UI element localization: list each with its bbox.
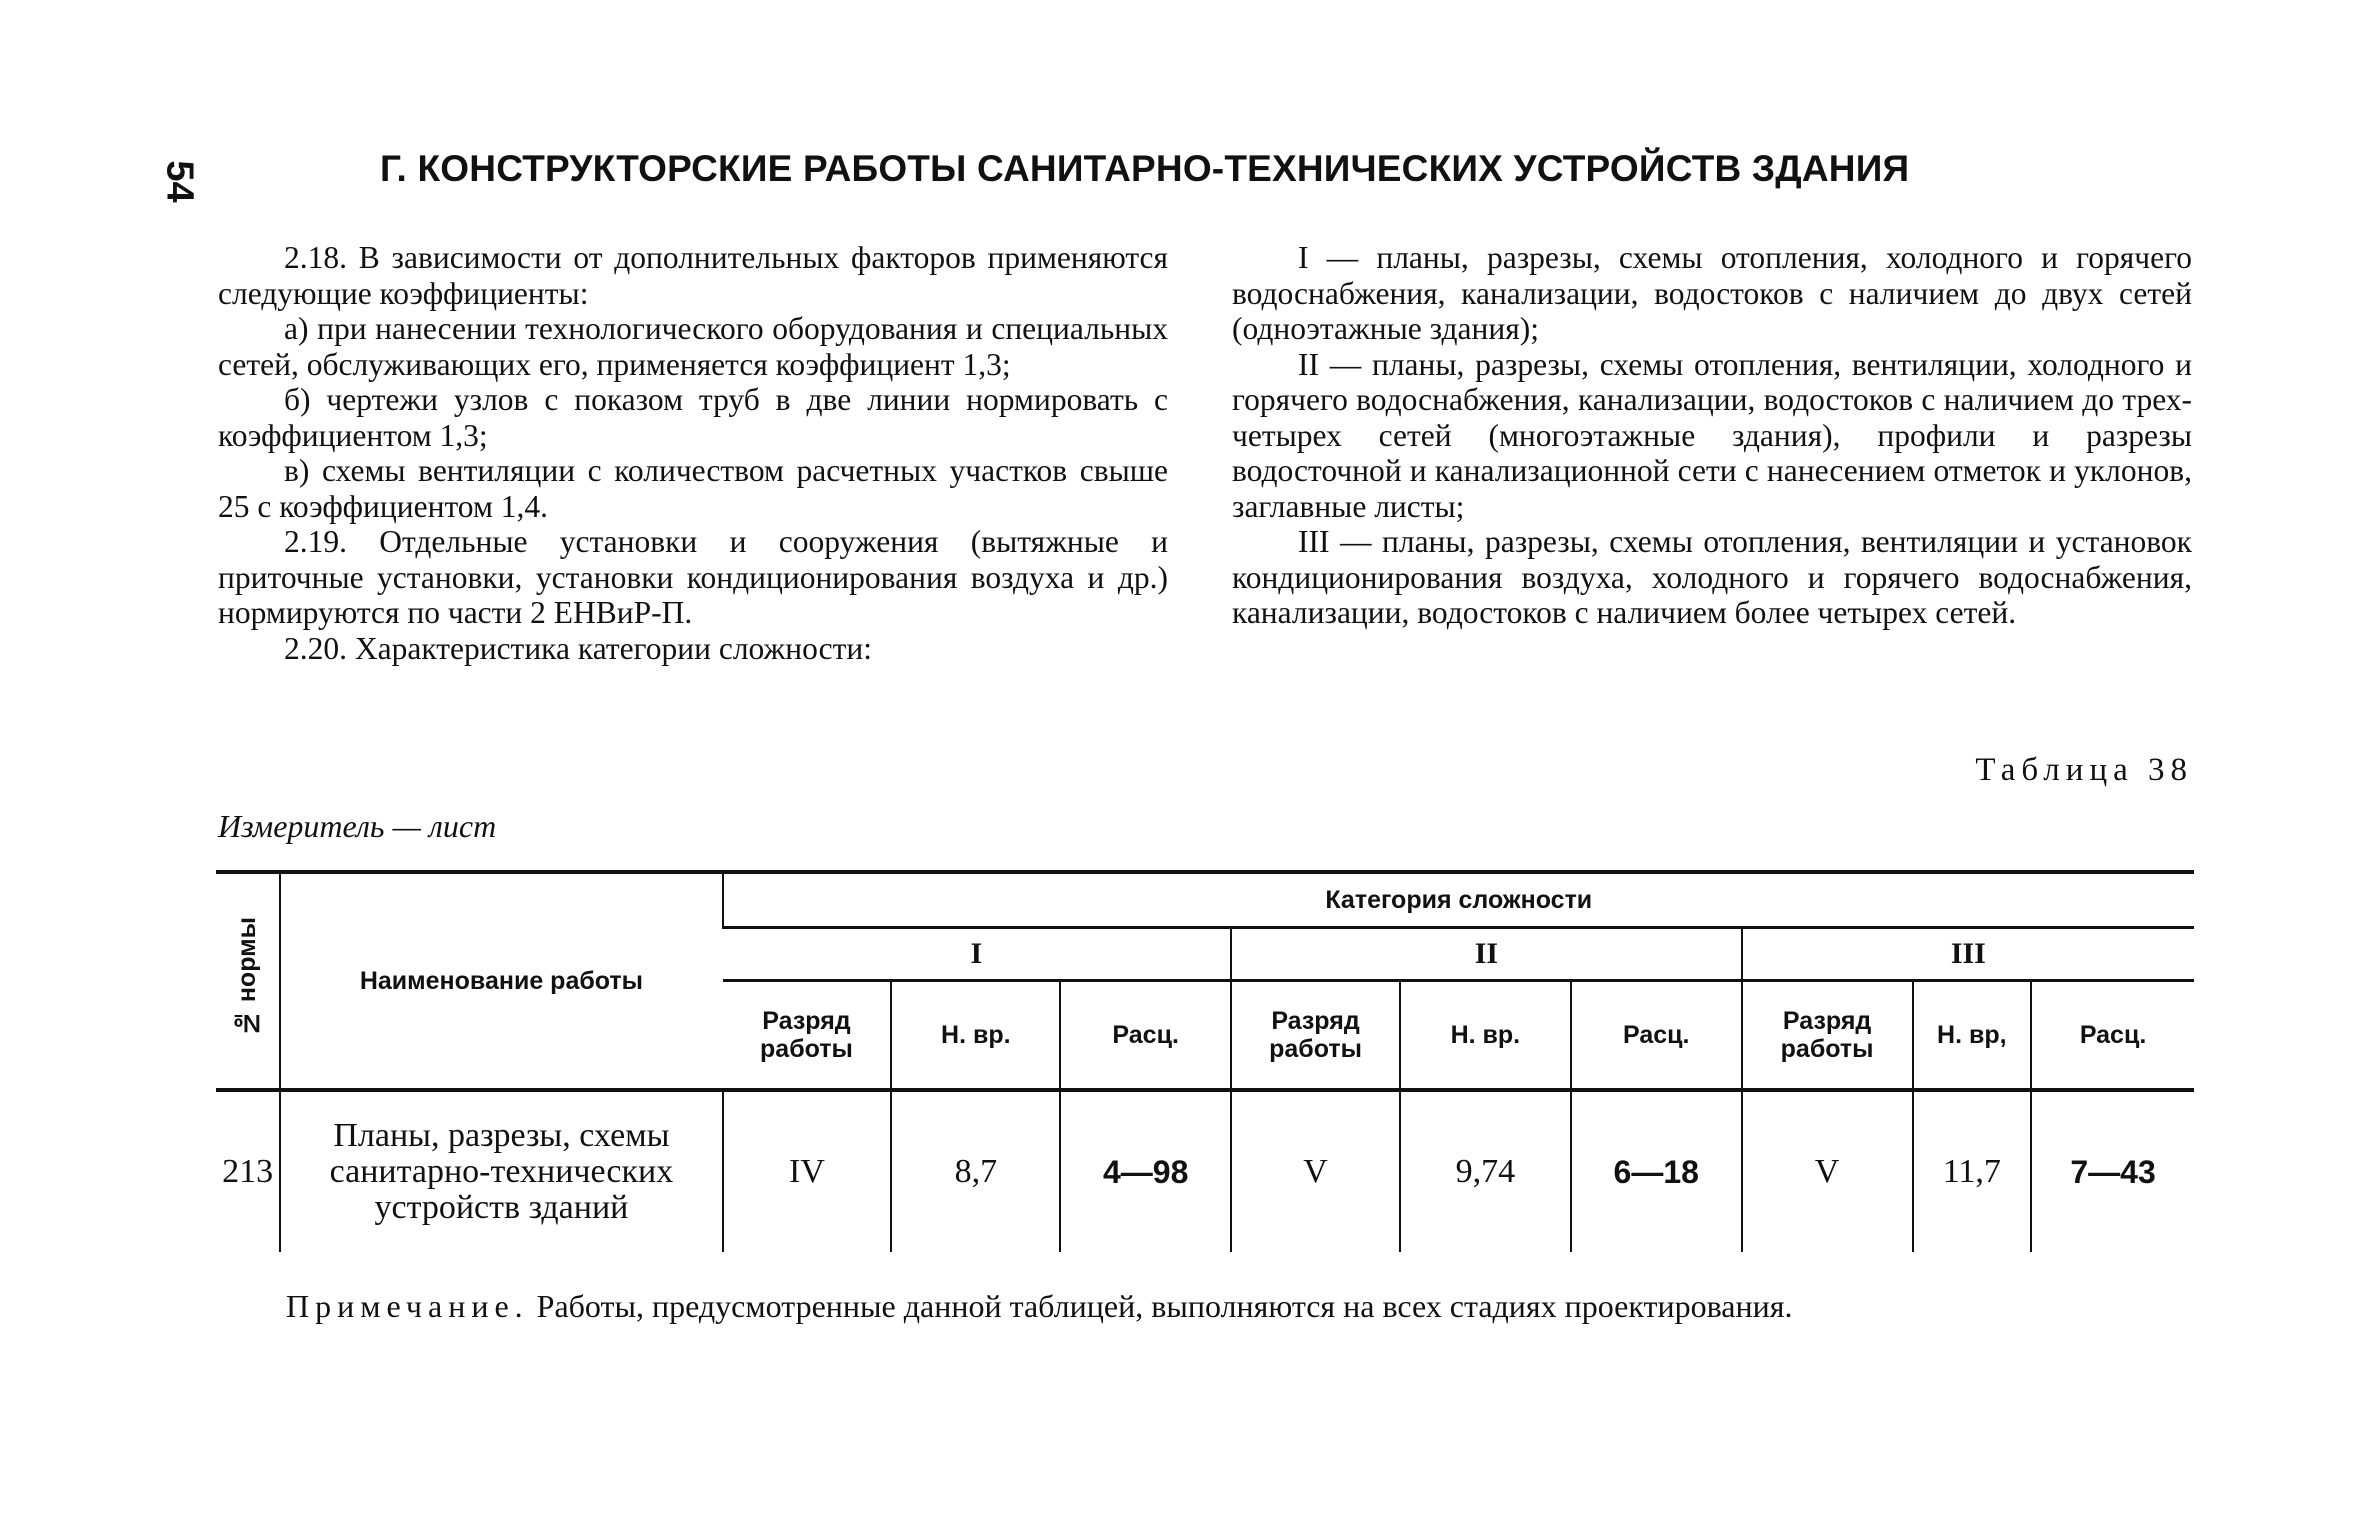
paragraph: III — планы, разрезы, схемы отопления, вентиляции и установок кондиционирования воздуха, холодного и горячего водоснабжения, канализации, водостоков с наличием более четырех сетей. bbox=[1232, 524, 2192, 630]
norm-number-cell: 213 bbox=[222, 1153, 274, 1190]
note-label: Примечание. bbox=[286, 1288, 529, 1324]
time-cell: 11,7 bbox=[1913, 1090, 2032, 1252]
work-name-cell: Планы, разрезы, схемы санитарно-технических устройств зданий bbox=[280, 1090, 722, 1252]
grade-header: Разряд работы bbox=[1231, 981, 1400, 1091]
paragraph: 2.19. Отдельные установки и сооружения (вытяжные и приточные установки, установки кондиционирования воздуха и др.) нормируются по части 2 ЕНВиР-П. bbox=[218, 524, 1168, 630]
category-i-header: I bbox=[723, 928, 1232, 981]
work-name-header: Наименование работы bbox=[280, 872, 722, 1090]
table-note bbox=[286, 1288, 2196, 1325]
rate-header: Расц. bbox=[2031, 981, 2194, 1091]
paragraph: 2.18. В зависимости от дополнительных факторов применяются следующие коэффициенты: bbox=[218, 240, 1168, 311]
paragraph: I — планы, разрезы, схемы отопления, холодного и горячего водоснабжения, канализации, водостоков с наличием до двух сетей (одноэтажные здания); bbox=[1232, 240, 2192, 346]
rate-cell: 7—43 bbox=[2031, 1090, 2194, 1252]
rate-header: Расц. bbox=[1571, 981, 1742, 1091]
grade-header: Разряд работы bbox=[723, 981, 892, 1091]
time-header: Н. вр. bbox=[1400, 981, 1571, 1091]
right-column bbox=[1232, 240, 2192, 631]
grade-cell: V bbox=[1231, 1090, 1400, 1252]
category-iii-header: III bbox=[1742, 928, 2194, 981]
page-number: 54 bbox=[158, 160, 201, 203]
grade-cell: IV bbox=[723, 1090, 892, 1252]
rate-header: Расц. bbox=[1060, 981, 1231, 1091]
norm-number-header: № нормы bbox=[216, 872, 280, 1090]
paragraph: 2.20. Характеристика категории сложности: bbox=[284, 630, 873, 666]
section-heading: Г. КОНСТРУКТОРСКИЕ РАБОТЫ САНИТАРНО-ТЕХНИЧЕСКИХ УСТРОЙСТВ ЗДАНИЯ bbox=[380, 148, 1910, 189]
rate-cell: 4—98 bbox=[1060, 1090, 1231, 1252]
paragraph: II — планы, разрезы, схемы отопления, вентиляции, холодного и горячего водоснабжения, канализации, водостоков с наличием до трех-четырех сетей (многоэтажные здания), профили и разрезы водосточной и канализационной сети с нанесением отметок и уклонов, заглавные листы; bbox=[1232, 346, 2192, 524]
time-cell: 9,74 bbox=[1400, 1090, 1571, 1252]
time-header: Н. вр, bbox=[1913, 981, 2032, 1091]
time-cell: 8,7 bbox=[891, 1090, 1060, 1252]
note-text: Работы, предусмотренные данной таблицей, выполняются на всех стадиях проектирования. bbox=[536, 1288, 1793, 1324]
rate-cell: 6—18 bbox=[1571, 1090, 1742, 1252]
paragraph: а) при нанесении технологического оборудования и специальных сетей, обслуживающих его, применяется коэффициент 1,3; bbox=[218, 311, 1168, 382]
measure-unit: Измеритель — лист bbox=[218, 808, 497, 844]
paragraph: в) схемы вентиляции с количеством расчетных участков свыше 25 с коэффициентом 1,4. bbox=[218, 453, 1168, 524]
left-column bbox=[218, 240, 1168, 666]
grade-cell: V bbox=[1742, 1090, 1913, 1252]
table-caption: Таблица 38 bbox=[1975, 752, 2193, 788]
category-ii-header: II bbox=[1231, 928, 1742, 981]
norms-table bbox=[216, 870, 2194, 1252]
paragraph: б) чертежи узлов с показом труб в две линии нормировать с коэффициентом 1,3; bbox=[218, 382, 1168, 453]
table-row bbox=[216, 1090, 2194, 1252]
complexity-category-header: Категория сложности bbox=[723, 872, 2194, 928]
grade-header: Разряд работы bbox=[1742, 981, 1913, 1091]
time-header: Н. вр. bbox=[891, 981, 1060, 1091]
